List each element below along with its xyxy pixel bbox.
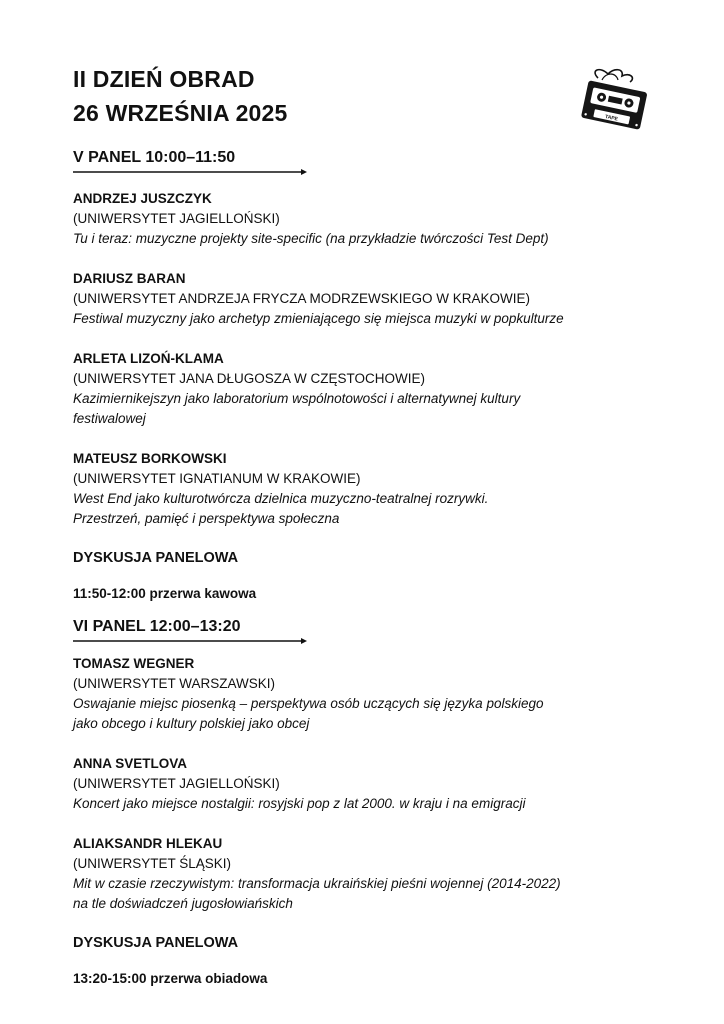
speaker-affiliation: (UNIWERSYTET WARSZAWSKI) [73,676,275,691]
arrow-right-icon [73,638,307,644]
program-day-page [73,62,673,989]
speaker-block [73,189,673,249]
speaker-block [73,754,673,814]
speaker-affiliation: (UNIWERSYTET JAGIELLOŃSKI) [73,211,280,226]
cassette-label: TAPE [604,113,619,123]
talk-title-continued: Przestrzeń, pamięć i perspektywa społeczna [73,511,340,526]
speaker-block [73,349,673,429]
page-header [73,62,673,130]
speaker-name: DARIUSZ BARAN [73,271,186,286]
speaker-affiliation: (UNIWERSYTET ANDRZEJA FRYCZA MODRZEWSKIEGO W KRAKOWIE) [73,291,531,306]
panel-5-heading-block [73,148,673,168]
panel-6-heading-block [73,617,673,637]
panel-discussion: DYSKUSJA PANELOWA [73,935,239,951]
speaker-name: ANNA SVETLOVA [73,756,188,771]
speaker-name: ARLETA LIZOŃ-KLAMA [73,351,224,366]
speaker-block [73,449,673,529]
lunch-break: 13:20-15:00 przerwa obiadowa [73,971,268,986]
talk-title: Mit w czasie rzeczywistym: transformacja ukraińskiej pieśni wojennej (2014-2022) [73,876,561,891]
speaker-name: TOMASZ WEGNER [73,656,195,671]
speaker-block [73,654,673,734]
speaker-affiliation: (UNIWERSYTET JANA DŁUGOSZA W CZĘSTOCHOWIE) [73,371,426,386]
talk-title: West End jako kulturotwórcza dzielnica muzyczno-teatralnej rozrywki. [73,491,489,506]
day-title: II DZIEŃ OBRAD [73,66,255,92]
speaker-affiliation: (UNIWERSYTET IGNATIANUM W KRAKOWIE) [73,471,361,486]
talk-title: Oswajanie miejsc piosenką – perspektywa osób uczących się języka polskiego [73,696,544,711]
speaker-name: ALIAKSANDR HLEKAU [73,836,223,851]
panel-discussion: DYSKUSJA PANELOWA [73,550,239,566]
speaker-block [73,269,673,329]
talk-title-continued: jako obcego i kultury polskiej jako obcej [73,716,310,731]
arrow-right-icon [73,169,307,175]
panel-6-heading: VI PANEL 12:00–13:20 [73,618,241,635]
speaker-affiliation: (UNIWERSYTET JAGIELLOŃSKI) [73,776,280,791]
talk-title-continued: festiwalowej [73,411,146,426]
speaker-affiliation: (UNIWERSYTET ŚLĄSKI) [73,856,232,871]
talk-title: Kazimiernikejszyn jako laboratorium wspólnotowości i alternatywnej kultury [73,391,521,406]
speaker-name: MATEUSZ BORKOWSKI [73,451,227,466]
date-title: 26 WRZEŚNIA 2025 [73,100,288,126]
speaker-block [73,834,673,914]
talk-title: Festiwal muzyczny jako archetyp zmieniającego się miejsca muzyki w popkulturze [73,311,564,326]
coffee-break: 11:50-12:00 przerwa kawowa [73,586,257,601]
talk-title: Koncert jako miejsce nostalgii: rosyjski pop z lat 2000. w kraju i na emigracji [73,796,526,811]
speaker-name: ANDRZEJ JUSZCZYK [73,191,212,206]
talk-title-continued: na tle doświadczeń jugosłowiańskich [73,896,293,911]
talk-title: Tu i teraz: muzyczne projekty site-specific (na przykładzie twórczości Test Dept) [73,231,549,246]
panel-5-heading: V PANEL 10:00–11:50 [73,149,236,166]
